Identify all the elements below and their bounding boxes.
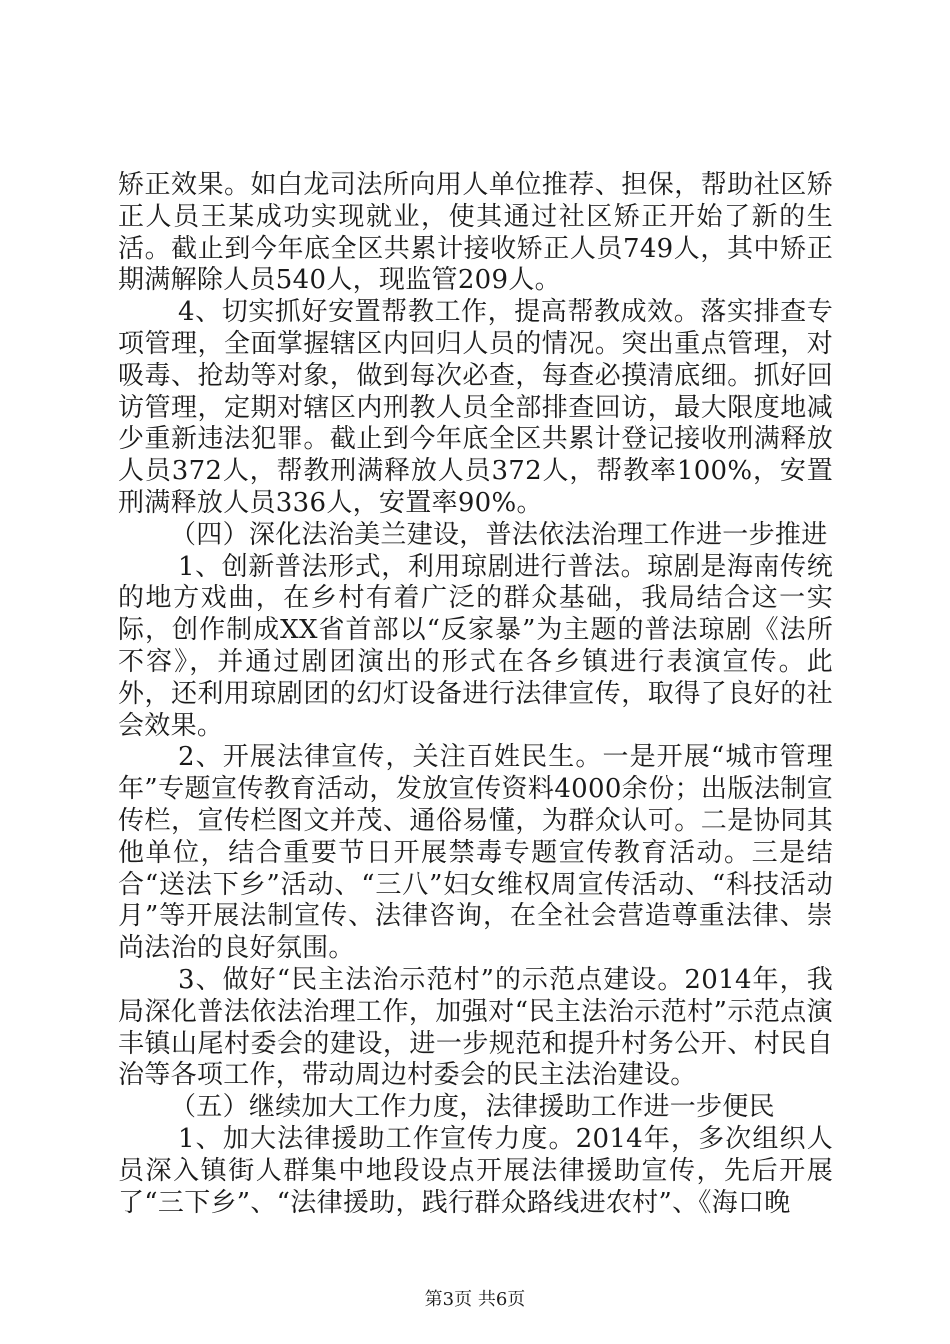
paragraph-qiong-opera: 1、创新普法形式，利用琼剧进行普法。琼剧是海南传统的地方戏曲，在乡村有着广泛的群众基础，我局结合这一实际，创作制成XX省首部以“反家暴”为主题的普法琼剧《法所不容》，并通过剧团演出的形式在各乡镇进行表演宣传。此外，还利用琼剧团的幻灯设备进行法律宣传，取得了良好的社会效果。 <box>118 551 833 741</box>
paragraph-continuation: 矫正效果。如白龙司法所向用人单位推荐、担保，帮助社区矫正人员王某成功实现就业，使其通过社区矫正开始了新的生活。截止到今年底全区共累计接收矫正人员749人，其中矫正期满解除人员540人，现监管209人。 <box>118 170 833 296</box>
section-heading-4: （四）深化法治美兰建设，普法依法治理工作进一步推进 <box>170 519 828 550</box>
paragraph-legal-publicity: 2、开展法律宣传，关注百姓民生。一是开展“城市管理年”专题宣传教育活动，发放宣传资料4000余份；出版法制宣传栏，宣传栏图文并茂、通俗易懂，为群众认可。二是协同其他单位，结合重要节日开展禁毒专题宣传教育活动。三是结合“送法下乡”活动、“三八”妇女维权周宣传活动、“科技活动月”等开展法制宣传、法律咨询，在全社会营造尊重法律、崇尚法治的良好氛围。 <box>118 742 833 964</box>
document-body <box>118 170 833 1219</box>
page-number-footer: 第3页 共6页 <box>424 1289 526 1310</box>
paragraph-demonstration-village: 3、做好“民主法治示范村”的示范点建设。2014年，我局深化普法依法治理工作，加强对“民主法治示范村”示范点演丰镇山尾村委会的建设，进一步规范和提升村务公开、村民自治等各项工作，带动周边村委会的民主法治建设。 <box>118 964 833 1091</box>
paragraph-legal-aid: 1、加大法律援助工作宣传力度。2014年，多次组织人员深入镇街人群集中地段设点开展法律援助宣传，先后开展了“三下乡”、“法律援助，践行群众路线进农村”、《海口晚 <box>118 1123 833 1218</box>
section-heading-5: （五）继续加大工作力度，法律援助工作进一步便民 <box>170 1092 775 1123</box>
paragraph-resettlement: 4、切实抓好安置帮教工作，提高帮教成效。落实排查专项管理，全面掌握辖区内回归人员的情况。突出重点管理，对吸毒、抢劫等对象，做到每次必查，每查必摸清底细。抓好回访管理，定期对辖区内刑教人员全部排查回访，最大限度地减少重新违法犯罪。截止到今年底全区共累计登记接收刑满释放人员372人，帮教刑满释放人员372人，帮教率100%，安置刑满释放人员336人，安置率90%。 <box>118 297 833 518</box>
